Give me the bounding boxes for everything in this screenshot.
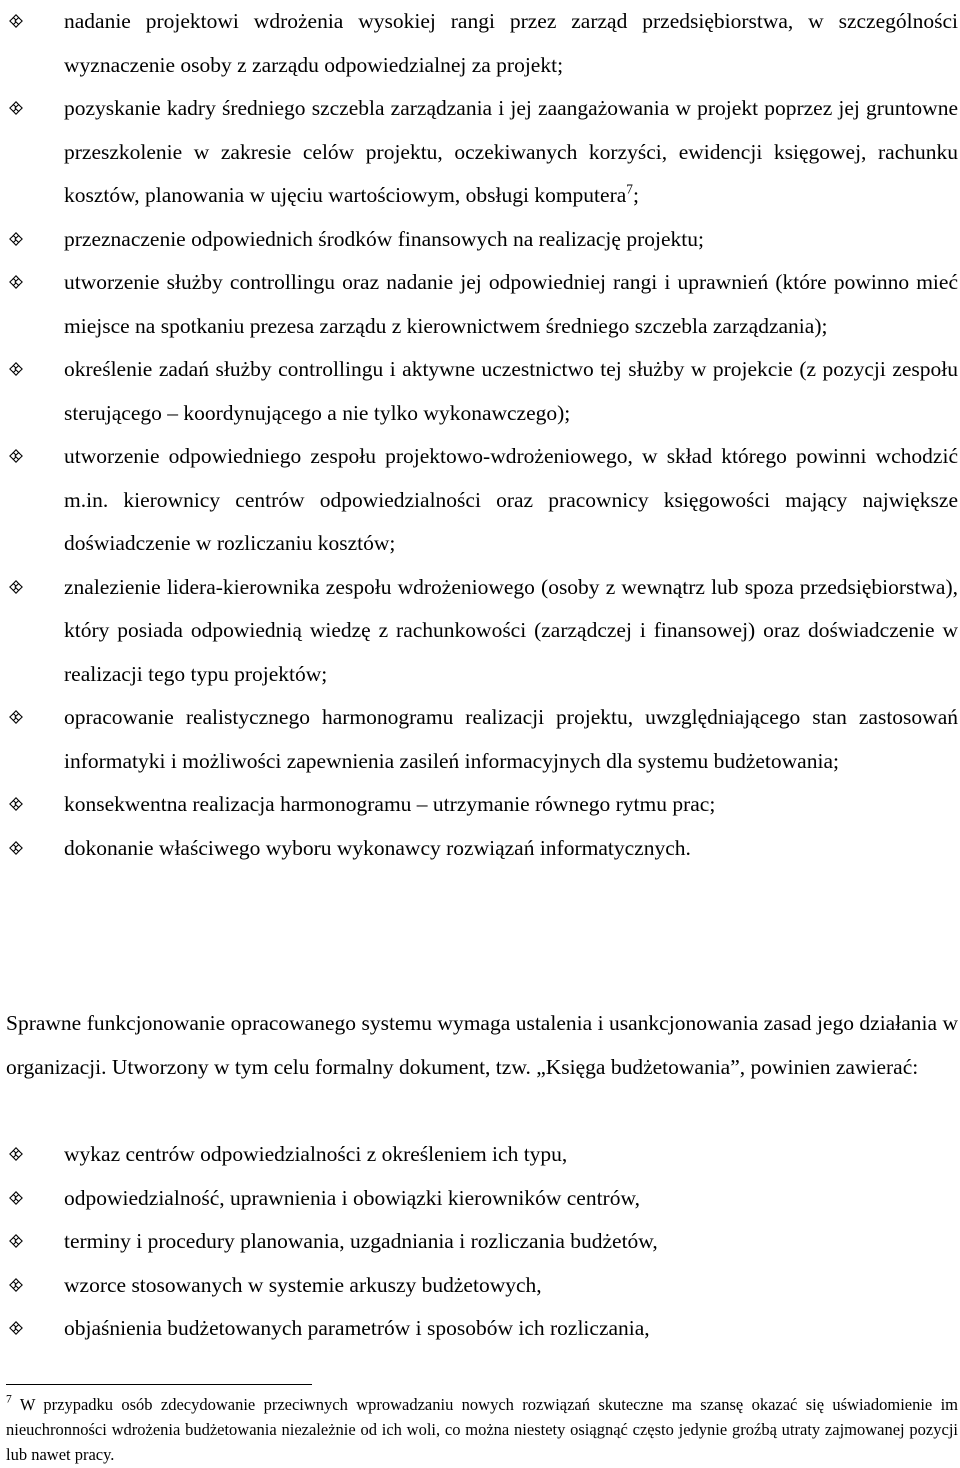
list-item	[0, 1307, 960, 1351]
diamond-bullet-icon	[6, 707, 26, 727]
list-item	[0, 218, 960, 262]
list-item-text: wzorce stosowanych w systemie arkuszy budżetowych,	[64, 1272, 542, 1297]
footnote-text: W przypadku osób zdecydowanie przeciwnych wprowadzaniu nowych rozwiązań skuteczne ma szansę okazać się uświadomienie im nieuchronności wdrożenia budżetowania niezależnie od ich woli, co można niestety osiągnąć często jedynie groźbą utraty zajmowanej pozycji lub nawet pracy.	[6, 1395, 958, 1464]
list-item	[0, 348, 960, 435]
list-item	[0, 1220, 960, 1264]
list-item-text: utworzenie odpowiedniego zespołu projektowo-wdrożeniowego, w skład którego powinni wchodzić m.in. kierownicy centrów odpowiedzialności oraz pracownicy księgowości mający największe doświadczenie w rozliczaniu kosztów;	[64, 444, 958, 555]
list-item	[0, 827, 960, 871]
list-item	[0, 1264, 960, 1308]
list-item	[0, 1133, 960, 1177]
list-item	[0, 87, 960, 218]
list-item	[0, 0, 960, 87]
footnote-separator	[6, 1384, 312, 1385]
list-item-text: opracowanie realistycznego harmonogramu realizacji projektu, uwzględniającego stan zastosowań informatyki i możliwości zapewnienia zasileń informacyjnych dla systemu budżetowania;	[64, 705, 958, 773]
list-item-text: wykaz centrów odpowiedzialności z określeniem ich typu,	[64, 1142, 568, 1166]
diamond-bullet-icon	[6, 1275, 26, 1295]
list-item-text: odpowiedzialność, uprawnienia i obowiązki kierowników centrów,	[64, 1185, 640, 1210]
list-item-text: dokonanie właściwego wyboru wykonawcy rozwiązań informatycznych.	[64, 835, 691, 860]
list-item-text: przeznaczenie odpowiednich środków finansowych na realizację projektu;	[64, 226, 704, 251]
list-item	[0, 435, 960, 566]
diamond-bullet-icon	[6, 794, 26, 814]
footnote-number: 7	[6, 1393, 12, 1406]
diamond-bullet-icon	[6, 272, 26, 292]
diamond-bullet-icon	[6, 446, 26, 466]
diamond-bullet-icon	[6, 1144, 26, 1164]
footnote	[6, 1392, 958, 1467]
diamond-bullet-icon	[6, 838, 26, 858]
list-item-text: konsekwentna realizacja harmonogramu – utrzymanie równego rytmu prac;	[64, 792, 716, 816]
diamond-bullet-icon	[6, 229, 26, 249]
list-item-text: nadanie projektowi wdrożenia wysokiej rangi przez zarząd przedsiębiorstwa, w szczególności wyznaczenie osoby z zarządu odpowiedzialnej za projekt;	[64, 9, 958, 77]
list-item-text: utworzenie służby controllingu oraz nadanie jej odpowiedniej rangi i uprawnień (które powinno mieć miejsce na spotkaniu prezesa zarządu z kierownictwem średniego szczebla zarządzania);	[64, 270, 958, 338]
diamond-bullet-icon	[6, 1318, 26, 1338]
diamond-bullet-icon	[6, 1231, 26, 1251]
list-item	[0, 1177, 960, 1221]
list-item-text: terminy i procedury planowania, uzgadniania i rozliczania budżetów,	[64, 1229, 658, 1253]
bullet-list-budget-book-contents	[0, 1133, 960, 1351]
list-item-text: objaśnienia budżetowanych parametrów i sposobów ich rozliczania,	[64, 1316, 650, 1340]
list-item	[0, 783, 960, 827]
diamond-bullet-icon	[6, 577, 26, 597]
list-item-text: pozyskanie kadry średniego szczebla zarządzania i jej zaangażowania w projekt poprzez jej gruntowne przeszkolenie w zakresie celów projektu, oczekiwanych korzyści, ewidencji księgowej, rachunku kosztów, planowania w ujęciu wartościowym, obsługi komputera	[64, 96, 958, 207]
list-item-text-tail: ;	[632, 183, 639, 207]
list-item	[0, 696, 960, 783]
list-item-text: znalezienie lidera-kierownika zespołu wdrożeniowego (osoby z wewnątrz lub spoza przedsiębiorstwa), który posiada odpowiednią wiedzę z rachunkowości (zarządczej i finansowej) oraz doświadczenie w realizacji tego typu projektów;	[64, 574, 958, 686]
diamond-bullet-icon	[6, 98, 26, 118]
diamond-bullet-icon	[6, 11, 26, 31]
diamond-bullet-icon	[6, 359, 26, 379]
list-item-text: określenie zadań służby controllingu i aktywne uczestnictwo tej służby w projekcie (z pozycji zespołu sterującego – koordynującego a nie tylko wykonawczego);	[64, 357, 958, 425]
body-paragraph: Sprawne funkcjonowanie opracowanego systemu wymaga ustalenia i usankcjonowania zasad jego działania w organizacji. Utworzony w tym celu formalny dokument, tzw. „Księga budżetowania”, powinien zawierać:	[6, 1011, 958, 1079]
diamond-bullet-icon	[6, 1188, 26, 1208]
list-item	[0, 261, 960, 348]
footnote-reference: 7	[626, 181, 633, 197]
list-item	[0, 566, 960, 697]
